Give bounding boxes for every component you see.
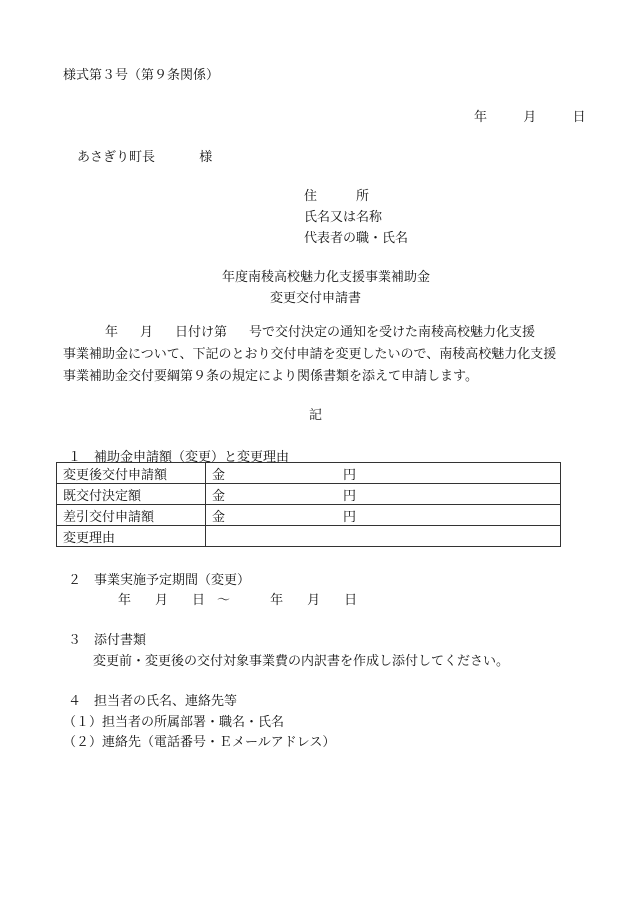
reason-cell[interactable] (206, 526, 561, 547)
section2-heading: ２ 事業実施予定期間（変更） (68, 573, 251, 588)
row-label: 変更理由 (57, 526, 206, 547)
row-label: 既交付決定額 (57, 484, 206, 505)
addressee-name: あさぎり町長 (77, 150, 156, 165)
table-row (57, 484, 561, 505)
addressee-honorific: 様 (199, 150, 213, 165)
body-paragraph (63, 322, 578, 388)
period-day-end: 日 (344, 593, 358, 608)
table-row (57, 463, 561, 484)
row-label: 差引交付申請額 (57, 505, 206, 526)
addressee (77, 146, 212, 165)
period-month-start: 月 (155, 593, 169, 608)
amount-unit: 円 (343, 509, 357, 525)
applicant-address-label: 住 所 (304, 189, 370, 204)
period-year-end: 年 (270, 593, 284, 608)
period-tilde: ～ (217, 593, 231, 608)
amount-prefix: 金 (212, 467, 226, 483)
section3-heading: ３ 添付書類 (68, 633, 147, 648)
applicant-representative-label: 代表者の職・氏名 (304, 231, 409, 246)
amount-prefix: 金 (212, 488, 226, 504)
section3-text: 変更前・変更後の交付対象事業費の内訳書を作成し添付してください。 (93, 654, 510, 669)
section4-heading: ４ 担当者の氏名、連絡先等 (68, 694, 238, 709)
body-line-3: 事業補助金交付要綱第９条の規定により関係書類を添えて申請します。 (63, 369, 478, 384)
body-date-number: 日付け第 (175, 325, 228, 340)
amount-cell[interactable] (206, 484, 561, 505)
document-title-line2: 変更交付申請書 (270, 291, 362, 306)
amount-cell[interactable] (206, 463, 561, 484)
date-line (474, 106, 586, 125)
amount-unit: 円 (343, 488, 357, 504)
body-decision-text: 号で交付決定の通知を受けた南稜高校魅力化支援 (249, 325, 536, 340)
body-month: 月 (140, 325, 154, 340)
section4-item1: （１）担当者の所属部署・職名・氏名 (63, 715, 285, 730)
date-month: 月 (523, 110, 537, 125)
section4-item2: （２）連絡先（電話番号・Ｅメールアドレス） (63, 735, 336, 750)
row-label: 変更後交付申請額 (57, 463, 206, 484)
amount-unit: 円 (343, 467, 357, 483)
amount-prefix: 金 (212, 509, 226, 525)
period-month-end: 月 (307, 593, 321, 608)
body-year: 年 (105, 325, 119, 340)
body-line-2: 事業補助金について、下記のとおり交付申請を変更したいので、南稜高校魅力化支援 (63, 347, 557, 362)
period-line (118, 589, 357, 608)
date-year: 年 (474, 110, 488, 125)
date-day: 日 (572, 110, 586, 125)
table-row (57, 526, 561, 547)
table-row (57, 505, 561, 526)
period-day-start: 日 (192, 593, 206, 608)
ki-heading: 記 (309, 408, 323, 423)
form-number: 様式第３号（第９条関係） (63, 68, 220, 83)
section1-heading: １ 補助金申請額（変更）と変更理由 (68, 450, 290, 465)
amount-cell[interactable] (206, 505, 561, 526)
document-title-line1: 年度南稜高校魅力化支援事業補助金 (222, 270, 431, 285)
period-year-start: 年 (118, 593, 132, 608)
amount-table (56, 462, 561, 547)
applicant-name-label: 氏名又は名称 (304, 210, 383, 225)
